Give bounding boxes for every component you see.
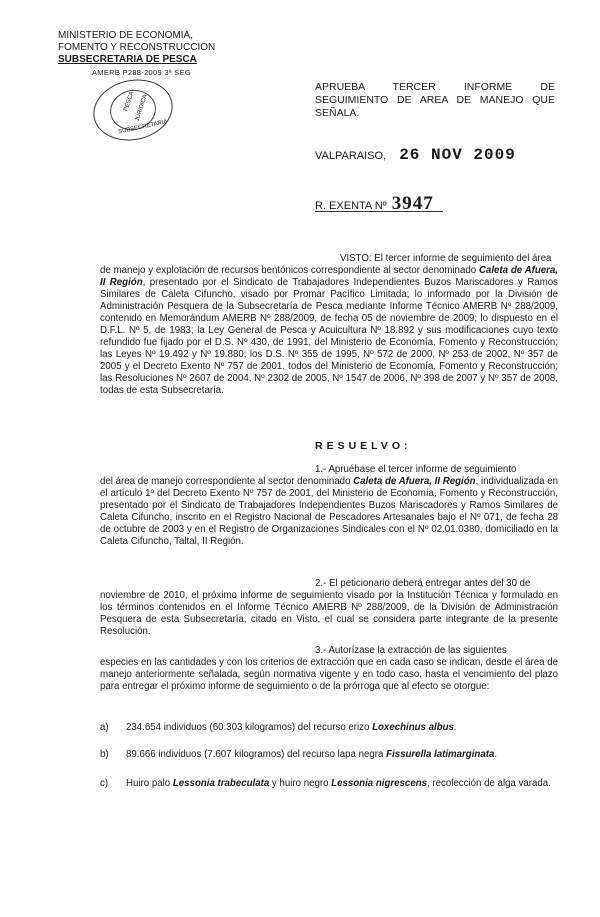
- visto-lead: VISTO: El tercer informe de seguimiento del área: [340, 253, 552, 264]
- ministry-name: MINISTERIO DE ECONOMIA,: [58, 30, 194, 41]
- reference-code: AMERB P288-2009 3ª SEG: [92, 68, 192, 77]
- stamp-text: JURIDICA: [134, 94, 149, 123]
- article-3-text: especies en las cantidades y con los criterios de extracción que en cada caso se indican, desde el área de manejo anteriormente señalada, según normativa vigente y en todo caso, hasta el vencimiento del plazo para entregar el próximo informe de seguimiento o de la prórroga que al efecto se otorgue:: [100, 657, 558, 692]
- item-text: .: [494, 749, 498, 760]
- article-1-lead: 1.- Apruébase el tercer informe de seguimiento: [315, 464, 517, 475]
- official-stamp: [88, 72, 179, 147]
- list-item: [100, 749, 558, 761]
- visto-text: de manejo y explotación de recursos bentónicos correspondiente al sector denominado: [100, 265, 479, 276]
- article-1-text: , individualizada en el artículo 1º del Decreto Exento Nº 757 de 2001, del Ministerio de Economía, Fomento y Reconstrucción, presentado por el Sindicato de Trabajadores Independientes Buzos Mariscadores y Ramos Similares de Caleta Cifuncho, inscrito en el Registro Nacional de Pescadores Artesanales bajo el Nº 071, de fecha 28 de octubre de 2003 y en el Registro de Organizaciones Sindicales con el Nº 02.01.0380, domiciliado en la Caleta Cifuncho, Taltal, II Región.: [100, 476, 558, 547]
- article-3-lead: 3.- Autorízase la extracción de las siguientes: [315, 645, 507, 656]
- decree-underline: [315, 211, 443, 212]
- species-name: Loxechinus albus: [372, 722, 454, 733]
- item-text: 89.666 individuos (7.607 kilogramos) del recurso lapa negra: [126, 749, 387, 760]
- place: VALPARAISO,: [315, 150, 387, 162]
- item-text: y huiro negro: [269, 778, 332, 789]
- article-2: [100, 578, 558, 638]
- sector-name: Caleta de Afuera, II Región: [353, 476, 476, 487]
- visto-text: , presentado por el Sindicato de Trabajadores Independientes Buzos Mariscadores y Ramos Similares de Caleta Cifuncho, visado por Promar Pacífico Limitada; lo informado por la División de Administración Pesquera de la Subsecretaría de Pesca mediante Informe Técnico AMERB Nº 288/2009, contenido en Memorándum AMERB Nº 288/2009, de fecha 05 de noviembre de 2009; lo dispuesto en el D.F.L. Nº 5, de 1983; la Ley General de Pesca y Acuicultura Nº 18.892 y sus modificaciones cuyo texto refundido fue fijado por el D.S. Nº 430, de 1991, del Ministerio de Economía, Fomento y Reconstrucción; las Leyes Nº 19.492 y Nº 19.880; los D.S. Nº 355 de 1995, Nº 572 de 2000, Nº 253 de 2002, Nº 357 de 2005 y el Decreto Exento Nº 757 de 2001, todos del Ministerio de Economía, Fomento y Reconstrucción; las Resoluciones Nº 2607 de 2004, Nº 2302 de 2005, Nº 1547 de 2006, Nº 398 de 2007 y Nº 357 de 2008, todas de esta Subsecretaría.: [100, 277, 559, 396]
- place-date: [315, 146, 516, 164]
- article-2-lead: 2.- El peticionario deberá entregar antes del 30 de: [315, 578, 531, 589]
- decree-label: R. EXENTA Nº: [315, 200, 387, 212]
- species-name: Lessonia nigrescens: [331, 778, 428, 789]
- resuelvo-heading: RESUELVO:: [315, 440, 412, 452]
- article-3: [100, 645, 558, 693]
- article-1-text: del área de manejo correspondiente al sector denominado: [100, 476, 354, 487]
- article-2-text: noviembre de 2010, el próximo informe de seguimiento visado por la Institución Técnica y formulado en los términos contenidos en el Informe Técnico AMERB Nº 288/2009, de la División de Administración Pesquera de esta Subsecretaría, citado en Visto, el cual se considera parte integrante de la presente Resolución.: [100, 590, 558, 637]
- stamp-text: PESCA: [123, 90, 136, 113]
- undersecretariat-name: SUBSECRETARIA DE PESCA: [58, 54, 197, 65]
- item-text: Huiro palo: [126, 778, 173, 789]
- list-marker: c): [100, 778, 109, 789]
- item-text: 234.654 individuos (60.303 kilogramos) del recurso erizo: [126, 722, 373, 733]
- sector-name: Caleta de Afuera, II Región: [100, 265, 558, 288]
- article-1: [100, 464, 558, 548]
- list-item: [100, 778, 558, 790]
- list-item: [100, 722, 558, 734]
- item-text: .: [453, 722, 457, 733]
- visto-section: [100, 253, 558, 397]
- date-stamp: 26 NOV 2009: [399, 146, 516, 164]
- list-marker: b): [100, 749, 109, 760]
- list-marker: a): [100, 722, 109, 733]
- document-subject: APRUEBA TERCER INFORME DE SEGUIMIENTO DE AREA DE MANEJO QUE SEÑALA.: [315, 81, 555, 119]
- letterhead: [58, 30, 268, 66]
- species-name: Lessonia trabeculata: [172, 778, 270, 789]
- ministry-name-2: FOMENTO Y RECONSTRUCCION: [58, 42, 216, 53]
- stamp-text: SUBSECRETARIA: [117, 119, 169, 136]
- item-text: , recolección de alga varada.: [427, 778, 551, 789]
- species-name: Fissurella latimarginata: [386, 749, 495, 760]
- decree-number: 3947: [391, 193, 434, 214]
